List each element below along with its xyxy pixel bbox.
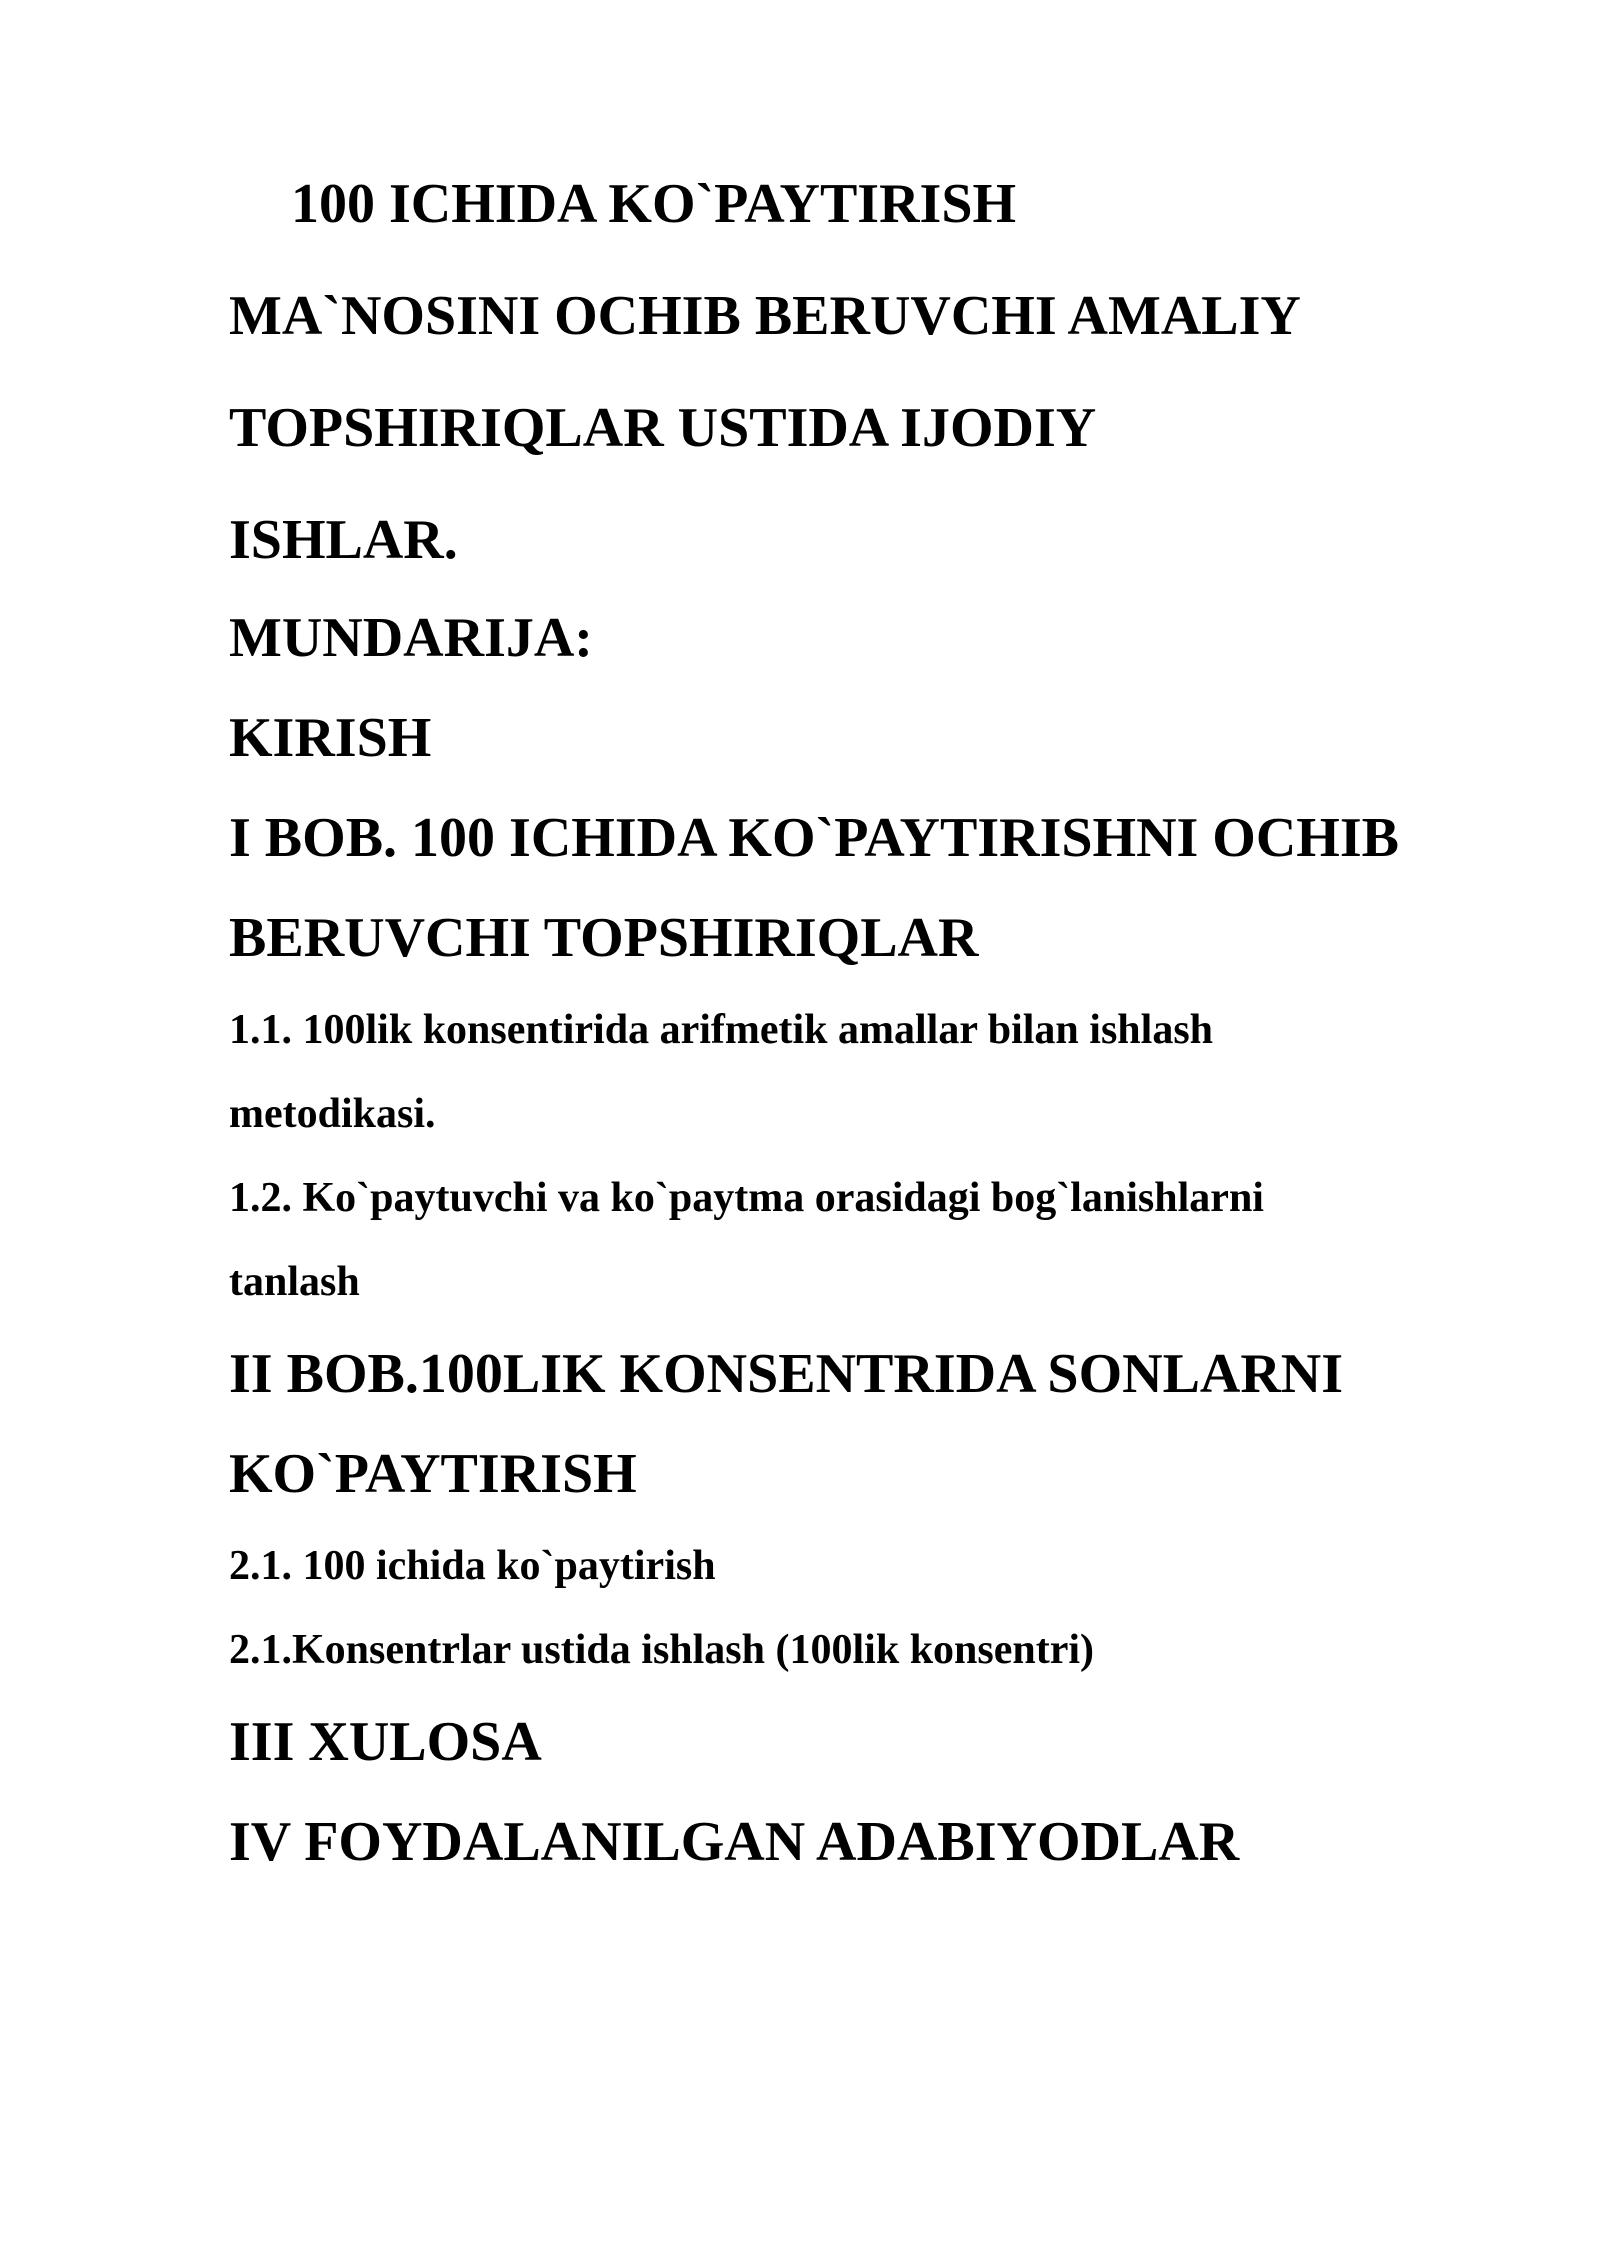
table-of-contents [229,588,1529,1892]
toc-references: IV FOYDALANILGAN ADABIYODLAR [229,1811,1240,1873]
title-line: ISHLAR. [229,509,458,571]
toc-chapter-1 [229,788,1529,988]
title-line: 100 ICHIDA KO`PAYTIRISH [291,173,1017,235]
toc-section-1-2 [229,1156,1529,1324]
toc-conclusion: III XULOSA [229,1711,542,1773]
title-line: TOPSHIRIQLAR USTIDA IJODIY [229,397,1097,459]
toc-intro: KIRISH [229,707,432,769]
toc-section-2-1: 2.1. 100 ichida ko`paytirish [229,1543,716,1589]
toc-section-2-2: 2.1.Konsentrlar ustida ishlash (100lik konsentri) [229,1627,1095,1673]
title-line: MA`NOSINI OCHIB BERUVCHI AMALIY [229,285,1301,347]
toc-chapter-1-line: BERUVCHI TOPSHIRIQLAR [229,907,979,969]
toc-chapter-2 [229,1324,1529,1524]
contents-heading: MUNDARIJA: [229,607,593,669]
toc-section-1-1-line: 1.1. 100lik konsentirida arifmetik amallar bilan ishlash [229,1007,1214,1053]
document-title [229,148,1529,596]
toc-section-1-2-line: tanlash [229,1259,360,1305]
toc-section-1-2-line: 1.2. Ko`paytuvchi va ko`paytma orasidagi bog`lanishlarni [229,1175,1264,1221]
toc-section-1-1 [229,988,1529,1156]
toc-section-1-1-line: metodikasi. [229,1091,436,1137]
toc-chapter-2-line: II BOB.100LIK KONSENTRIDA SONLARNI [229,1343,1344,1405]
toc-chapter-1-line: I BOB. 100 ICHIDA KO`PAYTIRISHNI OCHIB [229,807,1400,869]
toc-chapter-2-line: KO`PAYTIRISH [229,1443,637,1505]
